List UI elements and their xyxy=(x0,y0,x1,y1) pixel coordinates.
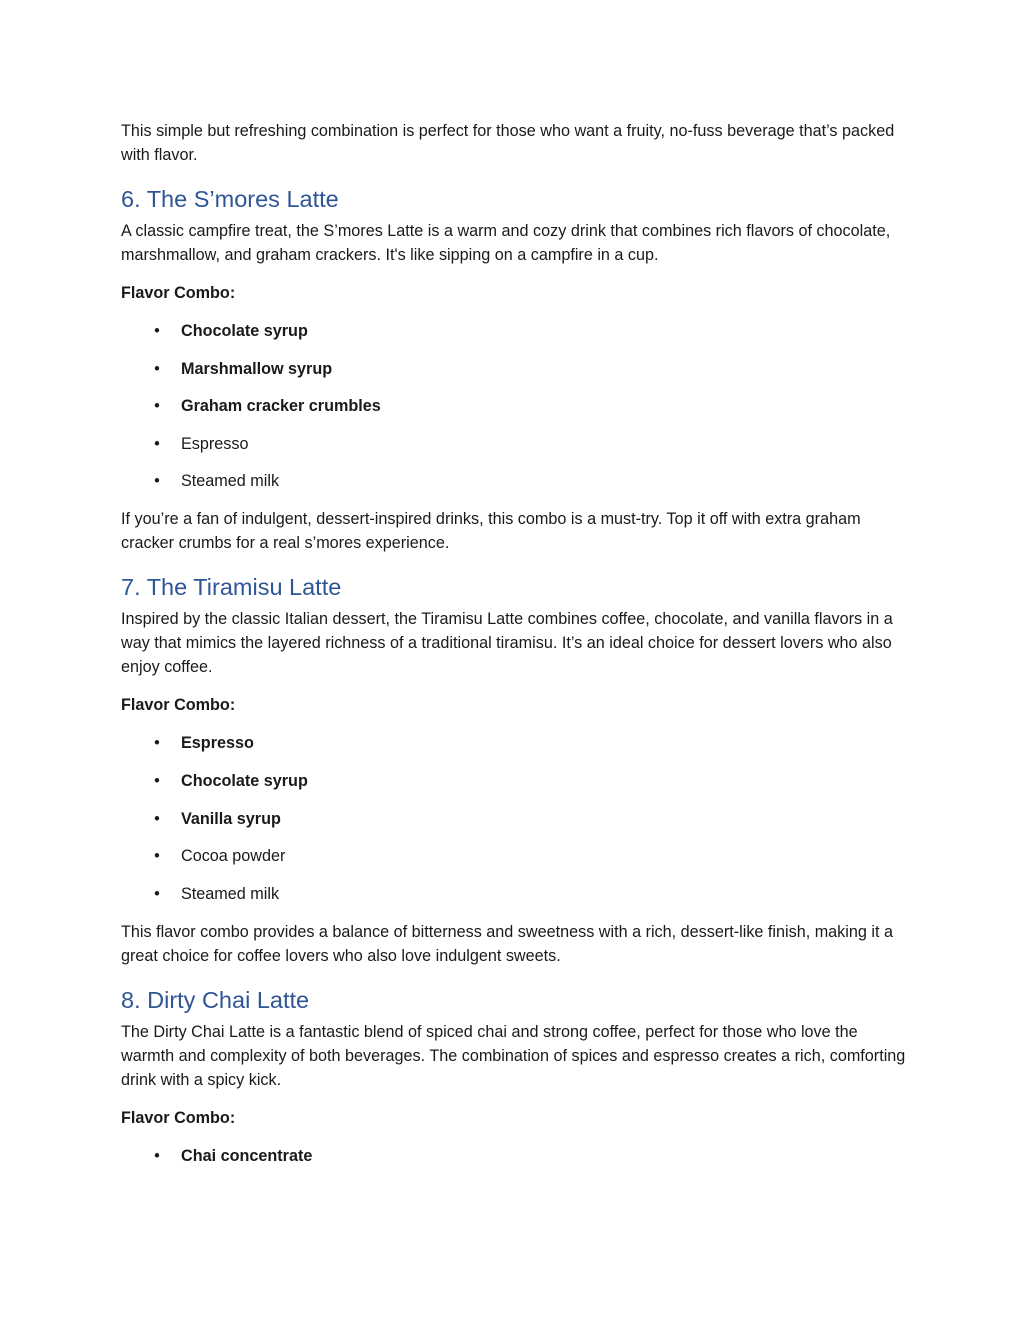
bullet-icon: • xyxy=(154,1146,160,1165)
bullet-icon: • xyxy=(154,397,160,416)
bullet-icon: • xyxy=(154,359,160,378)
section-description: Inspired by the classic Italian dessert, the Tiramisu Latte combines coffee, chocolate, and vanilla flavors in a way that mimics the layered richness of a traditional tiramisu. It’s an ideal choice for dessert lovers who also enjoy coffee. xyxy=(121,610,893,677)
bullet-icon: • xyxy=(154,771,160,790)
document-page xyxy=(121,119,911,1182)
list-item-text: Cocoa powder xyxy=(181,847,286,866)
list-item-text: Chocolate syrup xyxy=(181,771,308,790)
section-closing: If you’re a fan of indulgent, dessert-inspired drinks, this combo is a must-try. Top it off with extra graham cracker crumbs for a real s’mores experience. xyxy=(121,510,861,553)
section-dirty-chai-latte xyxy=(121,984,911,1168)
list-item-text: Espresso xyxy=(181,434,249,453)
list-item xyxy=(121,807,911,831)
list-item-text: Graham cracker crumbles xyxy=(181,397,381,416)
list-item xyxy=(121,357,911,381)
bullet-icon: • xyxy=(154,734,160,753)
list-item xyxy=(121,432,911,456)
list-item-text: Steamed milk xyxy=(181,472,280,491)
flavor-combo-label: Flavor Combo: xyxy=(121,696,236,715)
bullet-icon: • xyxy=(154,322,160,340)
list-item xyxy=(121,319,911,343)
flavor-combo-list xyxy=(121,1144,911,1168)
list-item xyxy=(121,882,911,906)
list-item xyxy=(121,1144,911,1168)
section-heading: 6. The S’mores Latte xyxy=(121,186,339,212)
bullet-icon: • xyxy=(154,809,160,828)
section-heading: 7. The Tiramisu Latte xyxy=(121,574,342,601)
section-closing: This flavor combo provides a balance of bitterness and sweetness with a rich, dessert-like finish, making it a great choice for coffee lovers who also love indulgent sweets. xyxy=(121,922,893,965)
list-item xyxy=(121,769,911,793)
list-item xyxy=(121,469,911,493)
bullet-icon: • xyxy=(154,434,160,453)
list-item xyxy=(121,844,911,868)
section-description: The Dirty Chai Latte is a fantastic blend of spiced chai and strong coffee, perfect for those who love the warmth and complexity of both beverages. The combination of spices and espresso creates a rich, comforting drink with a spicy kick. xyxy=(121,1022,906,1089)
bullet-icon: • xyxy=(154,472,160,491)
section-smores-latte xyxy=(121,183,911,555)
list-item-text: Chai concentrate xyxy=(181,1146,313,1165)
flavor-combo-list xyxy=(121,319,911,493)
section-heading: 8. Dirty Chai Latte xyxy=(121,986,310,1013)
flavor-combo-label: Flavor Combo: xyxy=(121,1108,236,1127)
section-tiramisu-latte xyxy=(121,571,911,967)
list-item-text: Espresso xyxy=(181,734,254,753)
list-item xyxy=(121,731,911,755)
flavor-combo-label: Flavor Combo: xyxy=(121,284,236,302)
list-item xyxy=(121,394,911,418)
bullet-icon: • xyxy=(154,884,160,903)
intro-paragraph: This simple but refreshing combination is perfect for those who want a fruity, no-fuss beverage that’s packed with flavor. xyxy=(121,122,895,164)
bullet-icon: • xyxy=(154,847,160,866)
list-item-text: Chocolate syrup xyxy=(181,322,308,340)
section-description: A classic campfire treat, the S’mores Latte is a warm and cozy drink that combines rich flavors of chocolate, marshmallow, and graham crackers. It's like sipping on a campfire in a cup. xyxy=(121,222,891,264)
flavor-combo-list xyxy=(121,731,911,905)
list-item-text: Marshmallow syrup xyxy=(181,359,333,378)
list-item-text: Vanilla syrup xyxy=(181,809,281,828)
list-item-text: Steamed milk xyxy=(181,884,280,903)
